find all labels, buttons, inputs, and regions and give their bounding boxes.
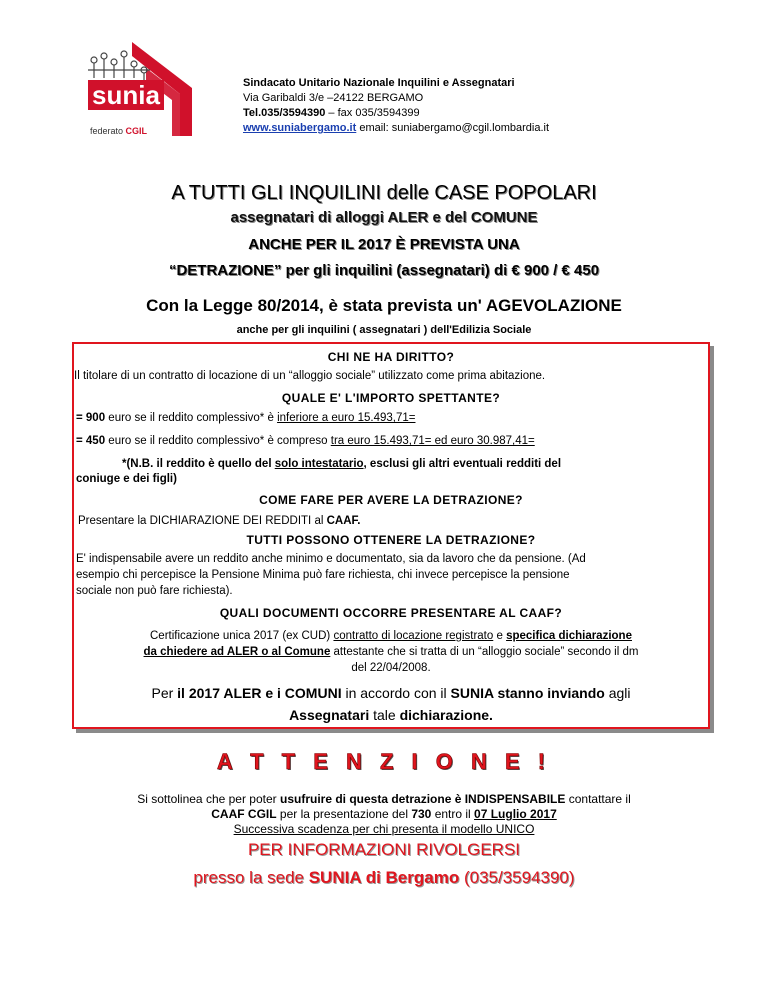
heading-come: COME FARE PER AVERE LA DETRAZIONE? (259, 493, 523, 507)
phone-line: Tel.035/3594390 – fax 035/3594399 (243, 107, 420, 119)
para-tutti-1: E' indispensabile avere un reddito anche minimo e documentato, sia da lavoro che da pensione. (Ad (76, 553, 586, 565)
footer-line-2: CAAF CGIL per la presentazione del 730 entro il 07 Luglio 2017 (211, 807, 557, 821)
subtitle: assegnatari di alloggi ALER e del COMUNE (230, 209, 538, 226)
logo-federato: federato CGIL (90, 126, 148, 136)
row-450: = 450 euro se il reddito complessivo* è compreso tra euro 15.493,71= ed euro 30.987,41= (76, 435, 535, 447)
heading-tutti: TUTTI POSSONO OTTENERE LA DETRAZIONE? (246, 533, 536, 547)
title-line-3: ANCHE PER IL 2017 È PREVISTA UNA (248, 236, 520, 253)
footer-line-3: Successiva scadenza per chi presenta il modello UNICO (233, 822, 535, 836)
info-box (72, 342, 710, 729)
letterhead (243, 76, 549, 136)
nota-bene-2: coniuge e dei figli) (76, 473, 177, 485)
para-chi: Il titolare di un contratto di locazione di un “alloggio sociale” utilizzato come prima abitazione. (74, 370, 546, 382)
para-aler-2: Assegnatari tale dichiarazione. (289, 707, 493, 723)
legge-heading: Con la Legge 80/2014, è stata prevista un' AGEVOLAZIONE (146, 296, 622, 315)
title-line-4: “DETRAZIONE” per gli inquilini (assegnatari) di € 900 / € 450 (168, 262, 600, 279)
address: Via Garibaldi 3/e –24122 BERGAMO (243, 92, 424, 104)
nota-bene: *(N.B. il reddito è quello del solo intestatario, esclusi gli altri eventuali redditi del (122, 458, 562, 470)
web-line: www.suniabergamo.it email: suniabergamo@cgil.lombardia.it (243, 122, 550, 134)
para-tutti-3: sociale non può fare richiesta). (76, 585, 233, 597)
info-contact: presso la sede SUNIA di Bergamo (035/3594390) (193, 868, 575, 887)
para-aler-1: Per il 2017 ALER e i COMUNI in accordo con il SUNIA stanno inviando agli (151, 685, 631, 701)
para-doc-2: da chiedere ad ALER o al Comune attestante che si tratta di un “alloggio sociale” secondo il dm (143, 646, 639, 658)
website-link[interactable]: www.suniabergamo.it (243, 122, 357, 134)
heading-chi: CHI NE HA DIRITTO? (327, 350, 455, 364)
para-doc-3: del 22/04/2008. (351, 662, 431, 674)
sunia-logo (80, 40, 200, 140)
org-name: Sindacato Unitario Nazionale Inquilini e Assegnatari (243, 77, 515, 89)
heading-importo: QUALE E' L'IMPORTO SPETTANTE? (281, 391, 501, 405)
para-doc-1: Certificazione unica 2017 (ex CUD) contratto di locazione registrato e specifica dichiarazione (150, 630, 632, 642)
footer-line-1: Si sottolinea che per poter usufruire di questa detrazione è INDISPENSABILE contattare il (137, 792, 631, 806)
attention-heading: A T T E N Z I O N E ! (216, 749, 552, 774)
legge-subheading: anche per gli inquilini ( assegnatari ) dell'Edilizia Sociale (236, 324, 532, 336)
heading-documenti: QUALI DOCUMENTI OCCORRE PRESENTARE AL CAAF? (219, 606, 563, 620)
para-come: Presentare la DICHIARAZIONE DEI REDDITI al CAAF. (78, 515, 361, 527)
logo-wordmark: sunia (88, 80, 164, 110)
row-900: = 900 euro se il reddito complessivo* è inferiore a euro 15.493,71= (76, 412, 416, 424)
para-tutti-2: esempio chi percepisce la Pensione Minima può fare richiesta, chi invece percepisce la pensione (76, 569, 570, 581)
info-heading: PER INFORMAZIONI RIVOLGERSI (247, 840, 521, 859)
main-title: A TUTTI GLI INQUILINI delle CASE POPOLARI (171, 182, 597, 204)
